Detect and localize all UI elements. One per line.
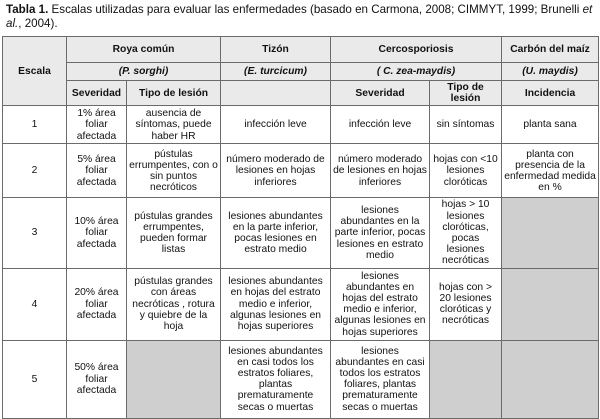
cell-roya-tipo: pústulas errumpentes, con o sin puntos necróticos bbox=[127, 144, 221, 198]
header-incidencia: Incidencia bbox=[502, 81, 599, 106]
header-carbon: Carbón del maíz bbox=[502, 37, 599, 63]
header-tizon: Tizón bbox=[221, 37, 331, 63]
cell-tizon: lesiones abundantes en casi todos los estratos foliares, plantas prematuramente secas o muertas bbox=[221, 340, 331, 418]
cell-roya-tipo-empty bbox=[127, 340, 221, 418]
caption-etal: et al. bbox=[6, 3, 593, 30]
cell-tizon: lesiones abundantes en la parte inferior, pocas lesiones en estrato medio bbox=[221, 198, 331, 268]
cell-roya-severidad: 1% área foliar afectada bbox=[67, 106, 127, 144]
cell-cercos-severidad: lesiones abundantes en la parte inferior, pocas lesiones en estrato medio bbox=[331, 198, 430, 268]
table-caption bbox=[6, 3, 596, 31]
header-carbon-species: (U. maydis) bbox=[502, 63, 599, 81]
cell-cercos-tipo: hojas con <10 lesiones cloróticas bbox=[430, 144, 502, 198]
table-row bbox=[3, 340, 599, 418]
header-roya: Roya común bbox=[67, 37, 221, 63]
cell-carbon-empty bbox=[502, 268, 599, 340]
table-row bbox=[3, 268, 599, 340]
header-row-species bbox=[3, 63, 599, 81]
cell-cercos-tipo: hojas con > 20 lesiones cloróticas y necróticas bbox=[430, 268, 502, 340]
cell-escala: 2 bbox=[3, 144, 67, 198]
header-severidad-roya: Severidad bbox=[67, 81, 127, 106]
header-severidad-cercos: Severidad bbox=[331, 81, 430, 106]
header-tizon-species: (E. turcicum) bbox=[221, 63, 331, 81]
cell-cercos-severidad: lesiones abundantes en hojas del estrato medio e inferior, algunas lesiones en hojas superiores bbox=[331, 268, 430, 340]
disease-scale-table bbox=[2, 36, 599, 419]
header-tipo-lesion-cercos: Tipo de lesión bbox=[430, 81, 502, 106]
cell-cercos-severidad: lesiones abundantes en casi todos los estratos foliares, plantas prematuramente secas o muertas bbox=[331, 340, 430, 418]
cell-cercos-tipo: sin síntomas bbox=[430, 106, 502, 144]
cell-cercos-severidad: infección leve bbox=[331, 106, 430, 144]
cell-roya-tipo: ausencia de síntomas, puede haber HR bbox=[127, 106, 221, 144]
cell-cercos-severidad: número moderado de lesiones en hojas inferiores bbox=[331, 144, 430, 198]
cell-escala: 4 bbox=[3, 268, 67, 340]
cell-roya-severidad: 20% área foliar afectada bbox=[67, 268, 127, 340]
cell-roya-tipo: pústulas grandes errumpentes, pueden formar listas bbox=[127, 198, 221, 268]
caption-label: Tabla 1. bbox=[6, 3, 49, 16]
header-row-measures bbox=[3, 81, 599, 106]
table-row bbox=[3, 144, 599, 198]
cell-carbon: planta sana bbox=[502, 106, 599, 144]
cell-roya-severidad: 50% área foliar afectada bbox=[67, 340, 127, 418]
caption-text-end: , 2004). bbox=[18, 17, 58, 30]
cell-carbon-empty bbox=[502, 198, 599, 268]
header-tipo-lesion-roya: Tipo de lesión bbox=[127, 81, 221, 106]
cell-tizon: número moderado de lesiones en hojas inferiores bbox=[221, 144, 331, 198]
header-roya-species: (P. sorghi) bbox=[67, 63, 221, 81]
header-cercos: Cercosporiosis bbox=[331, 37, 502, 63]
cell-roya-severidad: 10% área foliar afectada bbox=[67, 198, 127, 268]
cell-tizon: lesiones abundantes en hojas del estrato medio e inferior, algunas lesiones en hojas superiores bbox=[221, 268, 331, 340]
caption-text: Escalas utilizadas para evaluar las enfermedades (basado en Carmona, 2008; CIMMYT, 1999; Brunelli bbox=[48, 3, 583, 16]
header-tizon-blank bbox=[221, 81, 331, 106]
header-cercos-species: ( C. zea-maydis) bbox=[331, 63, 502, 81]
cell-escala: 3 bbox=[3, 198, 67, 268]
cell-cercos-tipo: hojas > 10 lesiones cloróticas, pocas lesiones necróticas bbox=[430, 198, 502, 268]
cell-carbon-empty bbox=[502, 340, 599, 418]
cell-roya-severidad: 5% área foliar afectada bbox=[67, 144, 127, 198]
header-escala: Escala bbox=[3, 37, 67, 106]
header-row-diseases bbox=[3, 37, 599, 63]
table-row bbox=[3, 198, 599, 268]
cell-escala: 1 bbox=[3, 106, 67, 144]
cell-roya-tipo: pústulas grandes con áreas necróticas , rotura y quiebre de la hoja bbox=[127, 268, 221, 340]
cell-escala: 5 bbox=[3, 340, 67, 418]
table-row bbox=[3, 106, 599, 144]
cell-tizon: infección leve bbox=[221, 106, 331, 144]
cell-cercos-tipo-empty bbox=[430, 340, 502, 418]
cell-carbon: planta con presencia de la enfermedad medida en % bbox=[502, 144, 599, 198]
